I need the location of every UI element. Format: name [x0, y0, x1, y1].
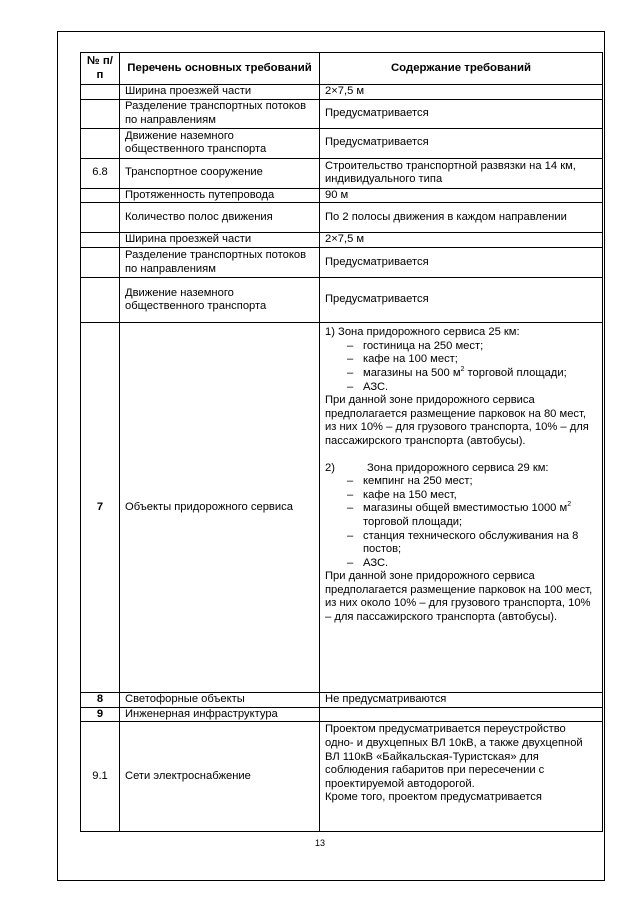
header-number: № п/п	[81, 53, 120, 85]
power-grid-text-continued: Кроме того, проектом предусматривается	[325, 791, 542, 804]
table-row	[81, 158, 603, 188]
list-item	[325, 557, 597, 571]
dash-marker: –	[347, 339, 354, 352]
row-value: Строительство транспортной развязки на 14 км, индивидуального типа	[320, 158, 603, 188]
list-item-text: кафе на 100 мест;	[363, 353, 458, 366]
table-row-service	[81, 323, 603, 693]
row-name: Транспортное сооружение	[120, 158, 320, 188]
list-item-text: гостиница на 250 мест;	[363, 339, 484, 352]
row-name: Светофорные объекты	[120, 693, 320, 708]
list-item	[325, 367, 597, 381]
list-item-text-tail: торговой площади;	[464, 366, 567, 379]
dash-marker: –	[347, 475, 354, 488]
row-name: Разделение транспортных потоков по направлениям	[120, 99, 320, 128]
row-value: 2×7,5 м	[320, 85, 603, 100]
list-item	[325, 340, 597, 354]
table-row	[81, 128, 603, 158]
row-name: Движение наземного общественного транспорта	[120, 278, 320, 323]
zone2-title: Зона придорожного сервиса 29 км:	[367, 461, 549, 474]
row-value: По 2 полосы движения в каждом направлении	[320, 203, 603, 233]
row-value	[320, 707, 603, 722]
list-item-text: кемпинг на 250 мест;	[363, 475, 473, 488]
row-name: Ширина проезжей части	[120, 85, 320, 100]
list-item	[325, 530, 597, 557]
row-number	[81, 188, 120, 203]
row-value: 90 м	[320, 188, 603, 203]
header-requirements-content: Содержание требований	[320, 53, 603, 85]
power-grid-text: Проектом предусматривается переустройство одно- и двухцепных ВЛ 10кВ, а также двухцепной ВЛ 110кВ «Байкальская-Туристская» для соблюдения габаритов при пересечении с проектируемой автодорогой.	[325, 723, 583, 790]
row-name: Разделение транспортных потоков по направлениям	[120, 248, 320, 278]
row-number: 6.8	[81, 158, 120, 188]
service-details	[320, 323, 603, 693]
row-name: Ширина проезжей части	[120, 233, 320, 248]
row-value: Предусматривается	[320, 99, 603, 128]
row-name: Количество полос движения	[120, 203, 320, 233]
row-name: Протяженность путепровода	[120, 188, 320, 203]
dash-marker: –	[347, 380, 354, 393]
row-number: 9.1	[81, 722, 120, 832]
row-number	[81, 99, 120, 128]
row-number	[81, 233, 120, 248]
zone2-list	[325, 475, 597, 570]
table-row	[81, 233, 603, 248]
zone1-list	[325, 340, 597, 394]
superscript: 2	[567, 501, 572, 509]
dash-marker: –	[347, 353, 354, 366]
list-item	[325, 381, 597, 395]
row-number: 8	[81, 693, 120, 708]
table-row	[81, 707, 603, 722]
row-value: 2×7,5 м	[320, 233, 603, 248]
table-header-row	[81, 53, 603, 85]
table-row	[81, 278, 603, 323]
zone1-title: 1) Зона придорожного сервиса 25 км:	[325, 326, 520, 339]
table-row	[81, 203, 603, 233]
zone2-heading	[325, 462, 597, 476]
row-number: 9	[81, 707, 120, 722]
table-row	[81, 188, 603, 203]
table-row	[81, 722, 603, 832]
zone1-note: При данной зоне придорожного сервиса предполагается размещение парковок на 80 мест, из них 10% – для грузового транспорта, 10% – для пассажирского транспорта (автобусы).	[325, 394, 589, 447]
table-row	[81, 248, 603, 278]
page-number: 13	[314, 838, 325, 848]
list-item-text: АЗС.	[363, 380, 389, 393]
row-number: 7	[81, 323, 120, 693]
row-value: Предусматривается	[320, 128, 603, 158]
row-number	[81, 278, 120, 323]
list-item-text: АЗС.	[363, 556, 389, 569]
header-requirements-list: Перечень основных требований	[120, 53, 320, 85]
list-item	[325, 489, 597, 503]
dash-marker: –	[347, 529, 354, 542]
zone2-number: 2)	[325, 461, 335, 474]
row-number	[81, 248, 120, 278]
list-item-text: кафе на 150 мест,	[363, 488, 457, 501]
requirements-table	[80, 52, 603, 832]
list-item-text: магазины на 500 м	[363, 366, 461, 379]
row-number	[81, 128, 120, 158]
list-item-text: магазины общей вместимостью 1000 м	[363, 502, 568, 515]
row-name: Движение наземного общественного транспорта	[120, 128, 320, 158]
row-value: Не предусматриваются	[320, 693, 603, 708]
list-item	[325, 353, 597, 367]
list-item-text-tail: торговой площади;	[363, 515, 463, 528]
row-name: Сети электроснабжение	[120, 722, 320, 832]
dash-marker: –	[347, 488, 354, 501]
dash-marker: –	[347, 502, 354, 515]
zone2-note: При данной зоне придорожного сервиса предполагается размещение парковок на 100 мест, из них около 10% – для грузового транспорта, 10% – для пассажирского транспорта (автобусы).	[325, 570, 593, 624]
table-row	[81, 693, 603, 708]
dash-marker: –	[347, 366, 354, 379]
row-name: Инженерная инфраструктура	[120, 707, 320, 722]
row-value	[320, 722, 603, 832]
row-value: Предусматривается	[320, 248, 603, 278]
list-item	[325, 475, 597, 489]
row-value: Предусматривается	[320, 278, 603, 323]
list-item	[325, 502, 597, 529]
row-number	[81, 85, 120, 100]
table-row	[81, 99, 603, 128]
superscript: 2	[460, 365, 465, 373]
row-name: Объекты придорожного сервиса	[120, 323, 320, 693]
table-row	[81, 85, 603, 100]
row-number	[81, 203, 120, 233]
list-item-text: станция технического обслуживания на 8 постов;	[363, 529, 579, 556]
spacer	[325, 449, 597, 462]
dash-marker: –	[347, 556, 354, 569]
